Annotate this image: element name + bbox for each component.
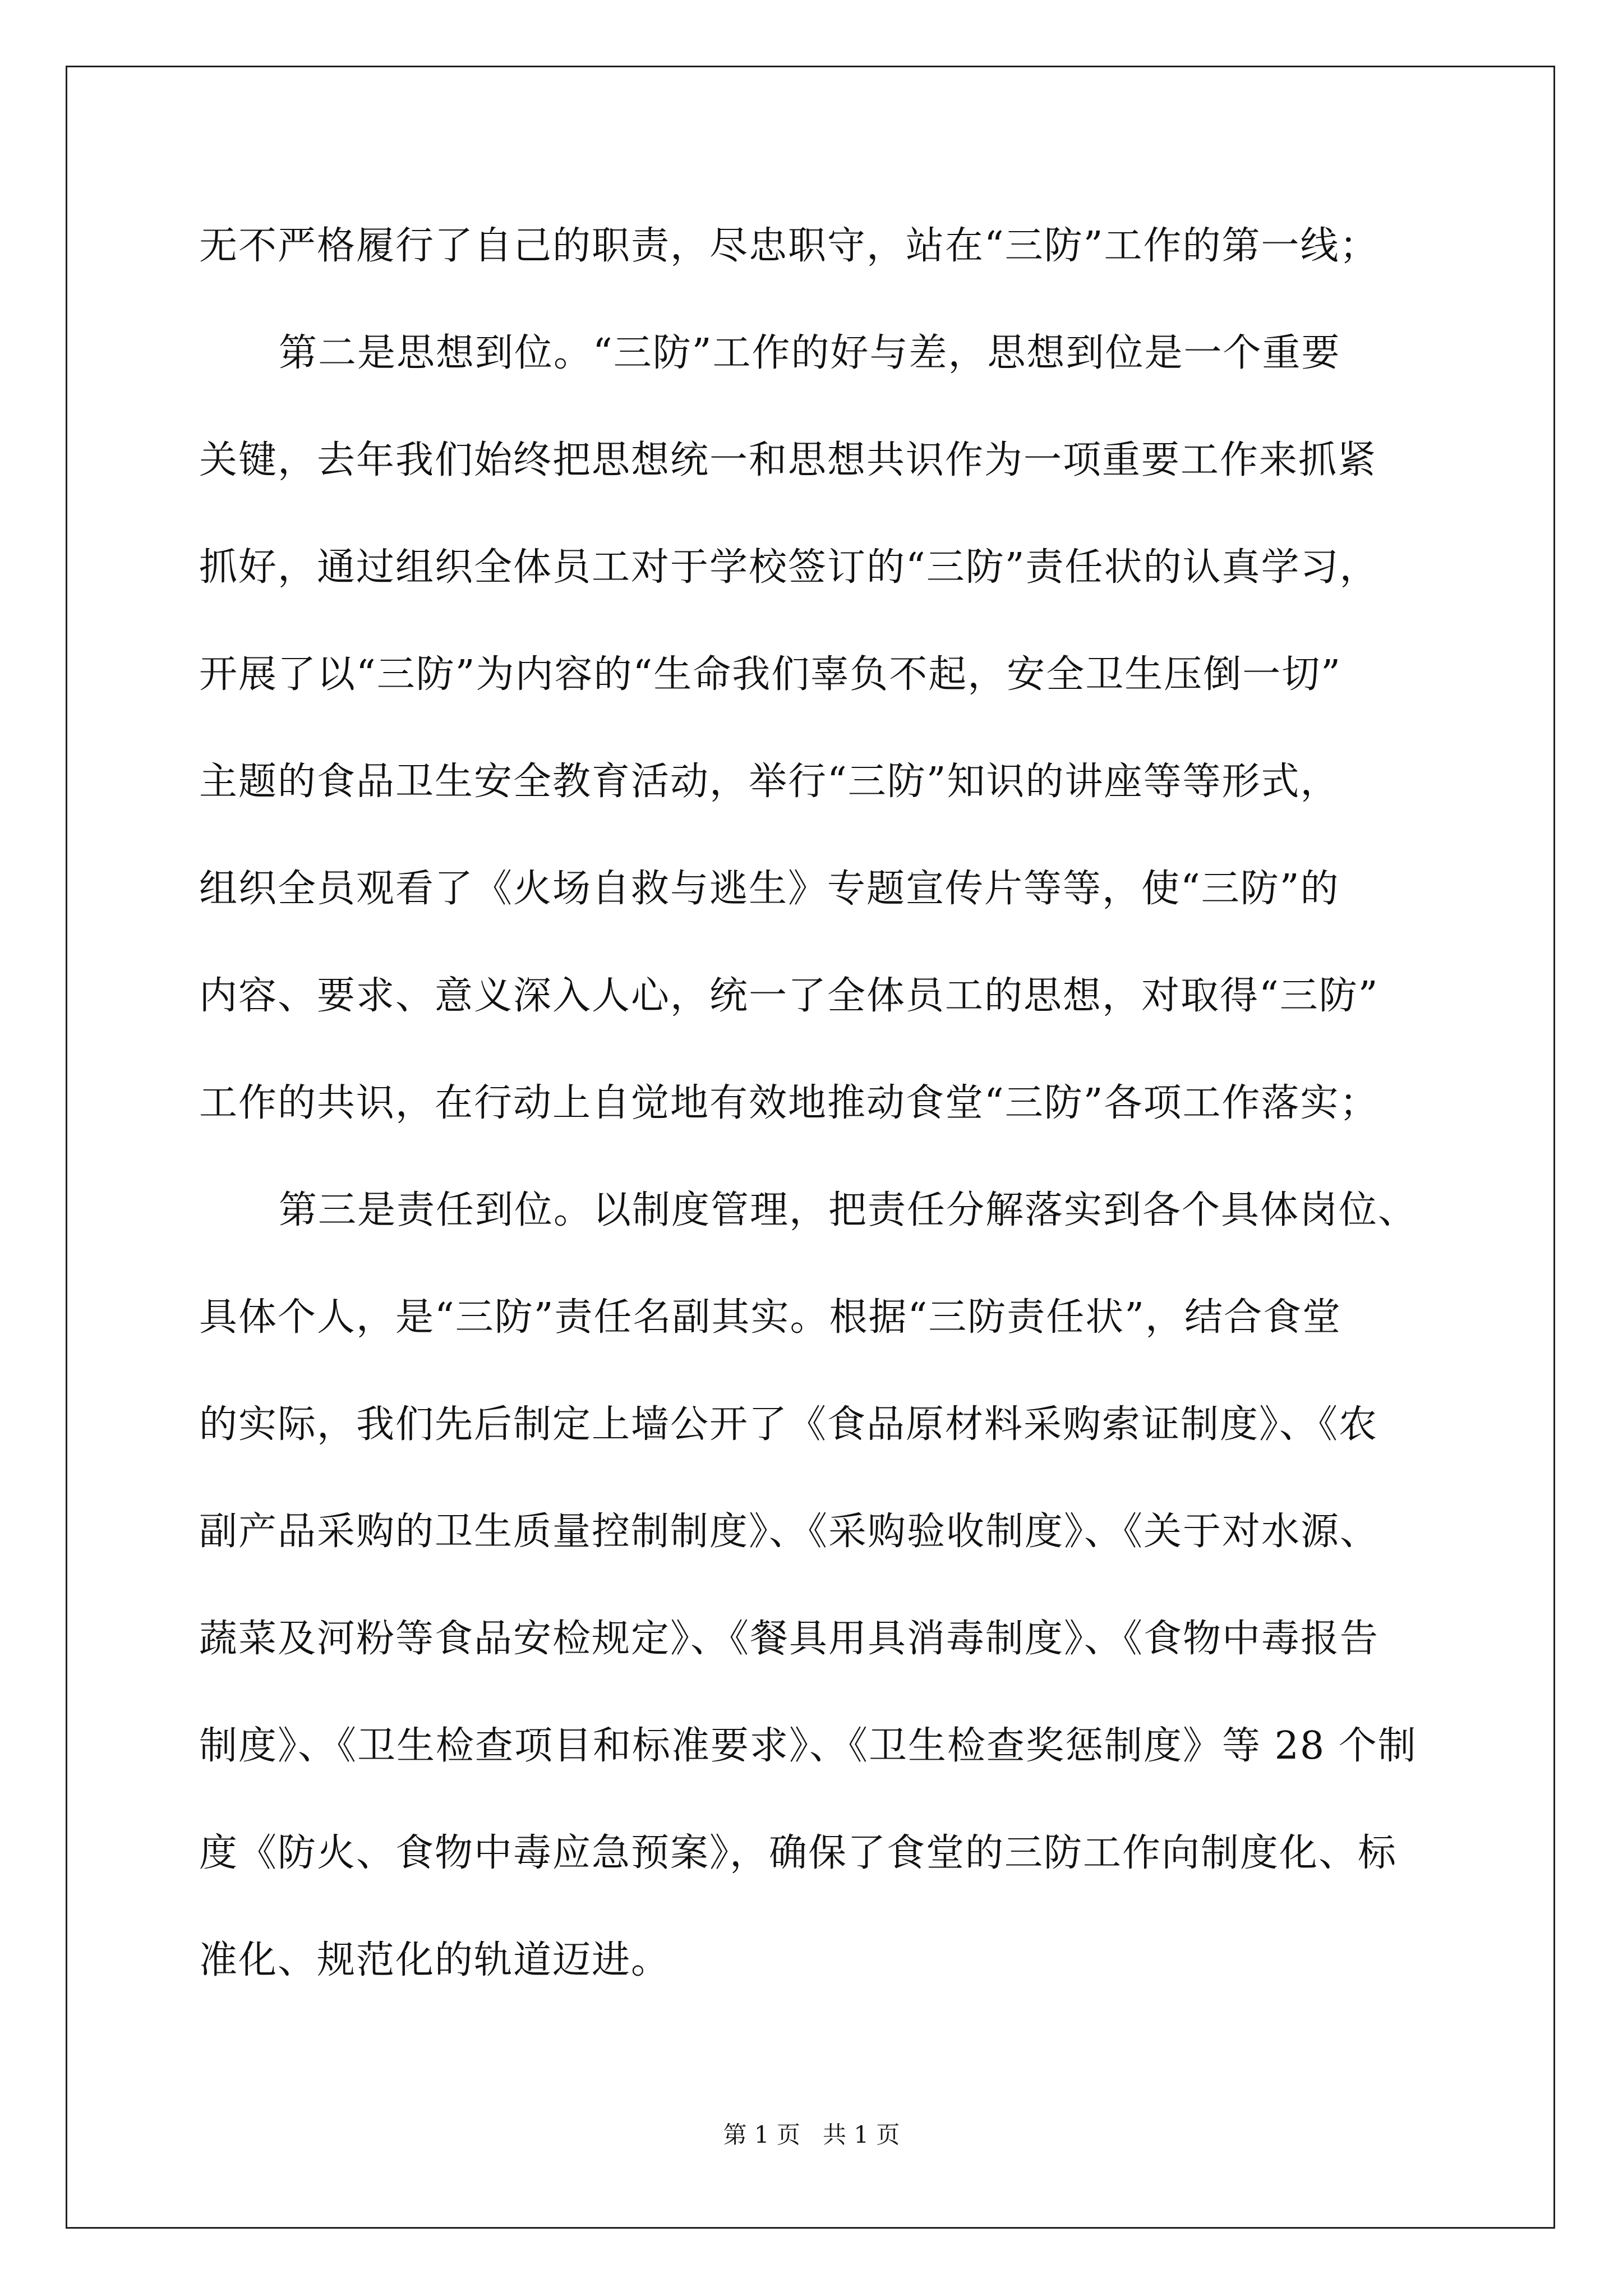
text-line: 无不严格履行了自己的职责，尽忠职守，站在“三防”工作的第一线； xyxy=(199,224,1379,268)
page-border xyxy=(66,66,1555,2229)
text-line: 的实际，我们先后制定上墙公开了《食品原材料采购索证制度》、《农 xyxy=(199,1402,1378,1447)
text-line: 组织全员观看了《火场自救与逃生》专题宣传片等等，使“三防”的 xyxy=(199,867,1340,911)
text-line: 具体个人，是“三防”责任名副其实。根据“三防责任状”，结合食堂 xyxy=(199,1295,1342,1340)
text-line: 第三是责任到位。以制度管理，把责任分解落实到各个具体岗位、 xyxy=(279,1188,1418,1232)
text-line: 主题的食品卫生安全教育活动，举行“三防”知识的讲座等等形式， xyxy=(199,760,1340,804)
text-line: 蔬菜及河粉等食品安检规定》、《餐具用具消毒制度》、《食物中毒报告 xyxy=(199,1617,1380,1661)
text-line: 关键，去年我们始终把思想统一和思想共识作为一项重要工作来抓紧 xyxy=(199,438,1377,482)
text-line: 第二是思想到位。“三防”工作的好与差，思想到位是一个重要 xyxy=(279,331,1341,375)
text-line: 副产品采购的卫生质量控制制度》、《采购验收制度》、《关于对水源、 xyxy=(199,1510,1380,1554)
text-line: 工作的共识，在行动上自觉地有效地推动食堂“三防”各项工作落实； xyxy=(199,1081,1379,1125)
text-line: 开展了以“三防”为内容的“生命我们辜负不起，安全卫生压倒一切” xyxy=(199,652,1342,697)
text-line: 制度》、《卫生检查项目和标准要求》、《卫生检查奖惩制度》等 28 个制 xyxy=(199,1724,1417,1768)
page-footer xyxy=(0,2123,1623,2147)
page-total: 共 1 页 xyxy=(823,2121,900,2148)
text-line: 准化、规范化的轨道迈进。 xyxy=(199,1938,671,1982)
text-line: 度《防火、食物中毒应急预案》，确保了食堂的三防工作向制度化、标 xyxy=(199,1831,1398,1875)
text-line: 内容、要求、意义深入人心，统一了全体员工的思想，对取得“三防” xyxy=(199,974,1379,1018)
page-number: 第 1 页 xyxy=(723,2121,800,2148)
text-line: 抓好，通过组织全体员工对于学校签订的“三防”责任状的认真学习， xyxy=(199,545,1379,590)
